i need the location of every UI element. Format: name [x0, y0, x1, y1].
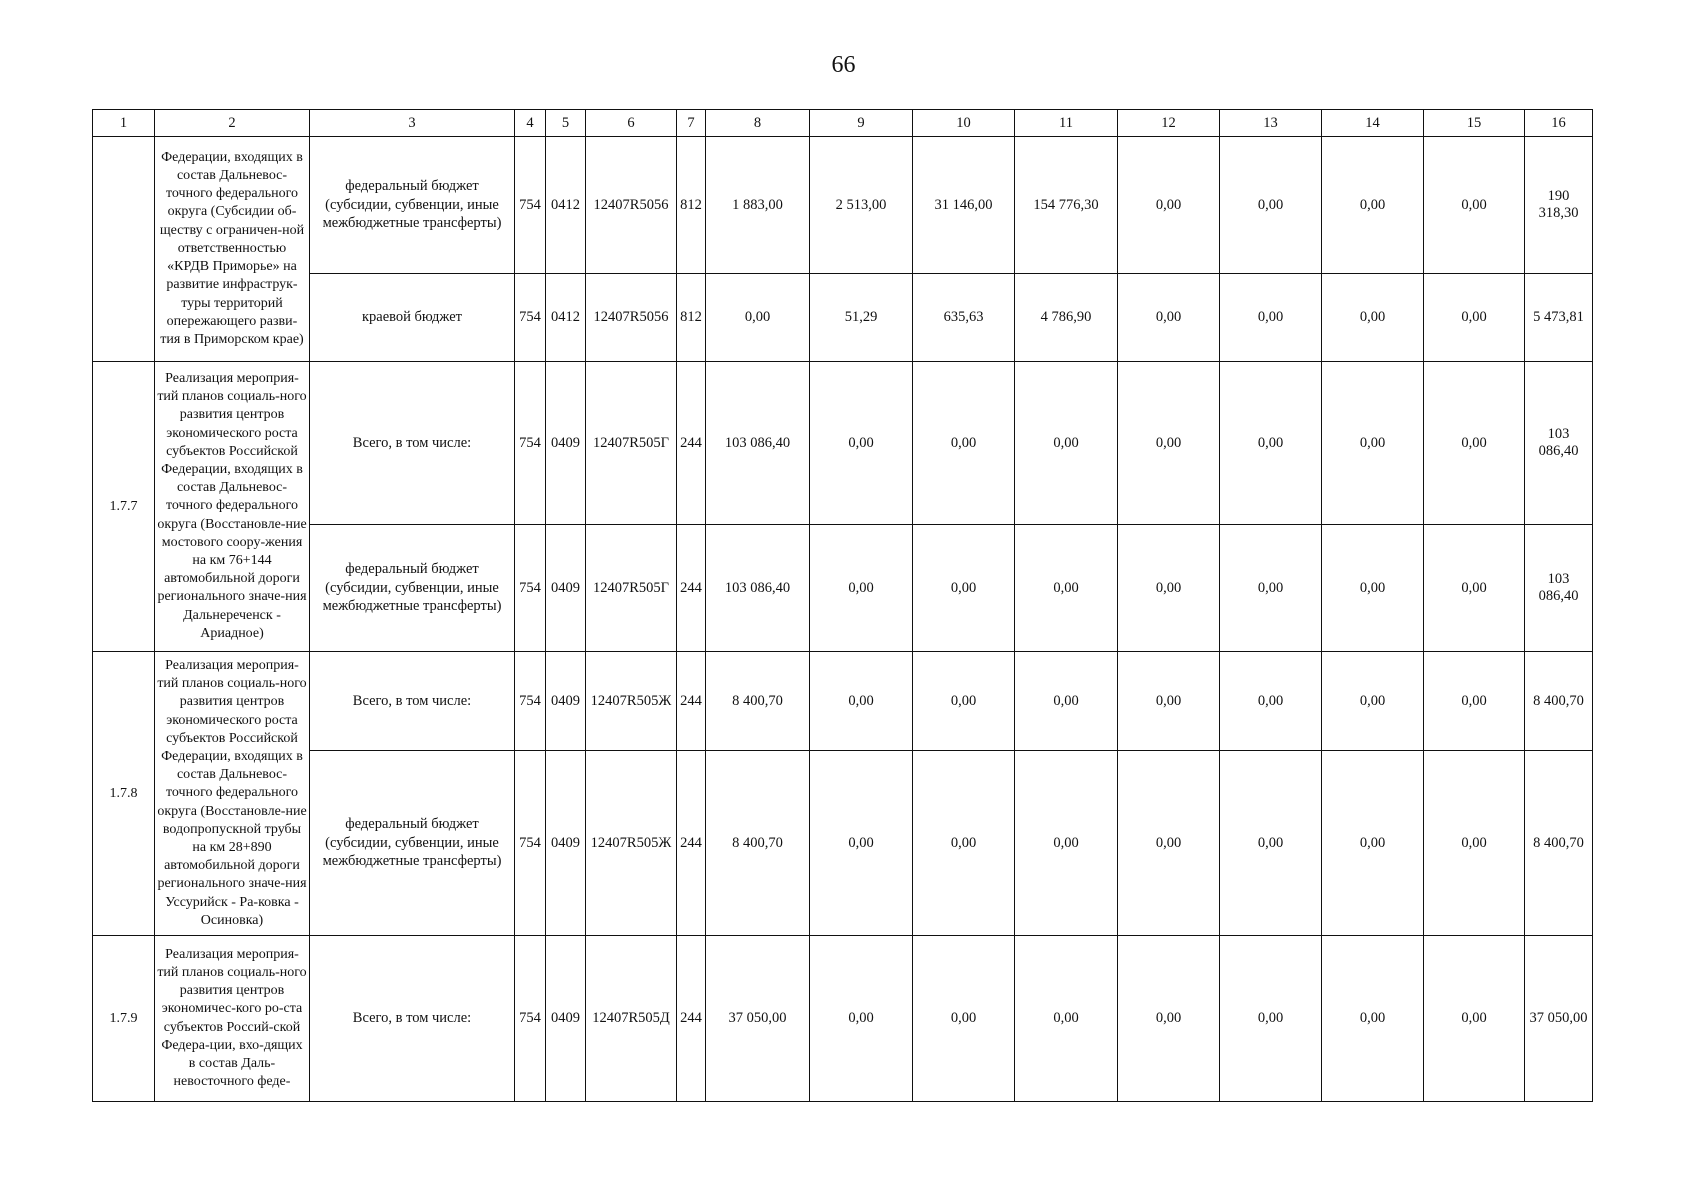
code-cell: 244	[677, 362, 706, 525]
value-cell: 0,00	[1220, 751, 1322, 936]
column-header: 14	[1322, 110, 1424, 137]
value-cell: 0,00	[1118, 137, 1220, 274]
code-cell: 12407R5056	[586, 137, 677, 274]
value-cell: 0,00	[1118, 274, 1220, 362]
funding-source: федеральный бюджет (субсидии, субвенции, иные межбюджетные трансферты)	[310, 525, 515, 652]
funding-source: федеральный бюджет (субсидии, субвенции, иные межбюджетные трансферты)	[310, 137, 515, 274]
code-cell: 244	[677, 751, 706, 936]
column-header: 2	[155, 110, 310, 137]
column-header: 8	[706, 110, 810, 137]
column-header: 6	[586, 110, 677, 137]
value-cell: 8 400,70	[1525, 751, 1593, 936]
code-cell: 0409	[546, 652, 586, 751]
table-row	[93, 751, 1593, 936]
code-cell: 754	[515, 652, 546, 751]
column-header: 4	[515, 110, 546, 137]
value-cell: 0,00	[1220, 362, 1322, 525]
value-cell: 0,00	[1424, 936, 1525, 1102]
value-cell: 0,00	[1015, 525, 1118, 652]
row-index: 1.7.7	[93, 362, 155, 652]
column-header: 15	[1424, 110, 1525, 137]
row-index: 1.7.9	[93, 936, 155, 1102]
value-cell: 51,29	[810, 274, 913, 362]
code-cell: 0412	[546, 274, 586, 362]
table-row	[93, 274, 1593, 362]
value-cell: 1 883,00	[706, 137, 810, 274]
value-cell: 0,00	[913, 362, 1015, 525]
table-row	[93, 936, 1593, 1102]
code-cell: 244	[677, 652, 706, 751]
code-cell: 244	[677, 936, 706, 1102]
value-cell: 0,00	[810, 525, 913, 652]
value-cell: 0,00	[1322, 137, 1424, 274]
value-cell: 0,00	[1220, 274, 1322, 362]
value-cell: 103 086,40	[706, 362, 810, 525]
code-cell: 812	[677, 137, 706, 274]
value-cell: 0,00	[1424, 525, 1525, 652]
value-cell: 0,00	[1424, 652, 1525, 751]
code-cell: 754	[515, 525, 546, 652]
code-cell: 754	[515, 751, 546, 936]
code-cell: 754	[515, 137, 546, 274]
row-index: 1.7.8	[93, 652, 155, 936]
funding-source: Всего, в том числе:	[310, 652, 515, 751]
value-cell: 0,00	[1424, 362, 1525, 525]
activity-description: Реализация мероприя-тий планов социаль-ного развития центров экономического роста субъектов Российской Федерации, входящих в состав Дальневос-точного федерального округа (Восстановле-ние водопропускной трубы на км 28+890 автомобильной дороги регионального значе-ния Уссурийск - Ра-ковка - Осиновка)	[155, 652, 310, 936]
column-header: 7	[677, 110, 706, 137]
code-cell: 0409	[546, 751, 586, 936]
value-cell: 0,00	[810, 936, 913, 1102]
code-cell: 0412	[546, 137, 586, 274]
value-cell: 0,00	[1322, 274, 1424, 362]
value-cell: 190 318,30	[1525, 137, 1593, 274]
value-cell: 0,00	[1118, 936, 1220, 1102]
code-cell: 12407R505Д	[586, 936, 677, 1102]
funding-source: Всего, в том числе:	[310, 936, 515, 1102]
value-cell: 0,00	[1322, 652, 1424, 751]
code-cell: 244	[677, 525, 706, 652]
value-cell: 103 086,40	[1525, 362, 1593, 525]
value-cell: 0,00	[913, 652, 1015, 751]
code-cell: 0409	[546, 936, 586, 1102]
column-header: 5	[546, 110, 586, 137]
value-cell: 0,00	[1118, 362, 1220, 525]
value-cell: 4 786,90	[1015, 274, 1118, 362]
activity-description: Федерации, входящих в состав Дальневос-точного федерального округа (Субсидии об-ществу с ограничен-ной ответственностью «КРДВ Приморье» на развитие инфраструк-туры территорий опережающего разви-тия в Приморском крае)	[155, 137, 310, 362]
value-cell: 37 050,00	[706, 936, 810, 1102]
value-cell: 0,00	[913, 525, 1015, 652]
value-cell: 0,00	[1015, 652, 1118, 751]
value-cell: 0,00	[1118, 751, 1220, 936]
value-cell: 0,00	[810, 751, 913, 936]
budget-table	[92, 109, 1593, 1102]
code-cell: 754	[515, 936, 546, 1102]
value-cell: 0,00	[913, 936, 1015, 1102]
value-cell: 0,00	[1424, 274, 1525, 362]
value-cell: 0,00	[1220, 936, 1322, 1102]
table-header-row	[93, 110, 1593, 137]
value-cell: 0,00	[1220, 525, 1322, 652]
code-cell: 754	[515, 362, 546, 525]
value-cell: 0,00	[1424, 137, 1525, 274]
code-cell: 12407R505Г	[586, 362, 677, 525]
code-cell: 12407R505Ж	[586, 751, 677, 936]
page-number: 66	[831, 52, 856, 78]
value-cell: 0,00	[1118, 652, 1220, 751]
value-cell: 0,00	[1322, 936, 1424, 1102]
value-cell: 0,00	[913, 751, 1015, 936]
value-cell: 0,00	[1220, 137, 1322, 274]
code-cell: 12407R505Ж	[586, 652, 677, 751]
value-cell: 8 400,70	[706, 751, 810, 936]
activity-description: Реализация мероприя-тий планов социаль-ного развития центров экономичес-кого ро-ста субъектов Россий-ской Федера-ции, вхо-дящих в состав Даль-невосточного феде-	[155, 936, 310, 1102]
funding-source: Всего, в том числе:	[310, 362, 515, 525]
column-header: 3	[310, 110, 515, 137]
value-cell: 2 513,00	[810, 137, 913, 274]
value-cell: 0,00	[1118, 525, 1220, 652]
value-cell: 154 776,30	[1015, 137, 1118, 274]
column-header: 1	[93, 110, 155, 137]
value-cell: 0,00	[1220, 652, 1322, 751]
table-row	[93, 652, 1593, 751]
table-row	[93, 362, 1593, 525]
value-cell: 8 400,70	[706, 652, 810, 751]
column-header: 16	[1525, 110, 1593, 137]
funding-source: краевой бюджет	[310, 274, 515, 362]
value-cell: 0,00	[1015, 936, 1118, 1102]
value-cell: 0,00	[1424, 751, 1525, 936]
column-header: 10	[913, 110, 1015, 137]
code-cell: 754	[515, 274, 546, 362]
code-cell: 0409	[546, 362, 586, 525]
value-cell: 0,00	[810, 362, 913, 525]
activity-description: Реализация мероприя-тий планов социаль-ного развития центров экономического роста субъектов Российской Федерации, входящих в состав Дальневос-точного федерального округа (Восстановле-ние мостового соору-жения на км 76+144 автомобильной дороги регионального значе-ния Дальнереченск - Ариадное)	[155, 362, 310, 652]
table-row	[93, 137, 1593, 274]
code-cell: 12407R5056	[586, 274, 677, 362]
value-cell: 103 086,40	[706, 525, 810, 652]
column-header: 11	[1015, 110, 1118, 137]
value-cell: 0,00	[706, 274, 810, 362]
row-index	[93, 137, 155, 362]
code-cell: 812	[677, 274, 706, 362]
value-cell: 0,00	[810, 652, 913, 751]
value-cell: 0,00	[1322, 525, 1424, 652]
column-header: 12	[1118, 110, 1220, 137]
code-cell: 0409	[546, 525, 586, 652]
value-cell: 0,00	[1322, 751, 1424, 936]
code-cell: 12407R505Г	[586, 525, 677, 652]
value-cell: 635,63	[913, 274, 1015, 362]
value-cell: 8 400,70	[1525, 652, 1593, 751]
value-cell: 5 473,81	[1525, 274, 1593, 362]
value-cell: 103 086,40	[1525, 525, 1593, 652]
value-cell: 0,00	[1015, 751, 1118, 936]
value-cell: 37 050,00	[1525, 936, 1593, 1102]
value-cell: 31 146,00	[913, 137, 1015, 274]
value-cell: 0,00	[1322, 362, 1424, 525]
table-row	[93, 525, 1593, 652]
funding-source: федеральный бюджет (субсидии, субвенции, иные межбюджетные трансферты)	[310, 751, 515, 936]
column-header: 9	[810, 110, 913, 137]
column-header: 13	[1220, 110, 1322, 137]
value-cell: 0,00	[1015, 362, 1118, 525]
